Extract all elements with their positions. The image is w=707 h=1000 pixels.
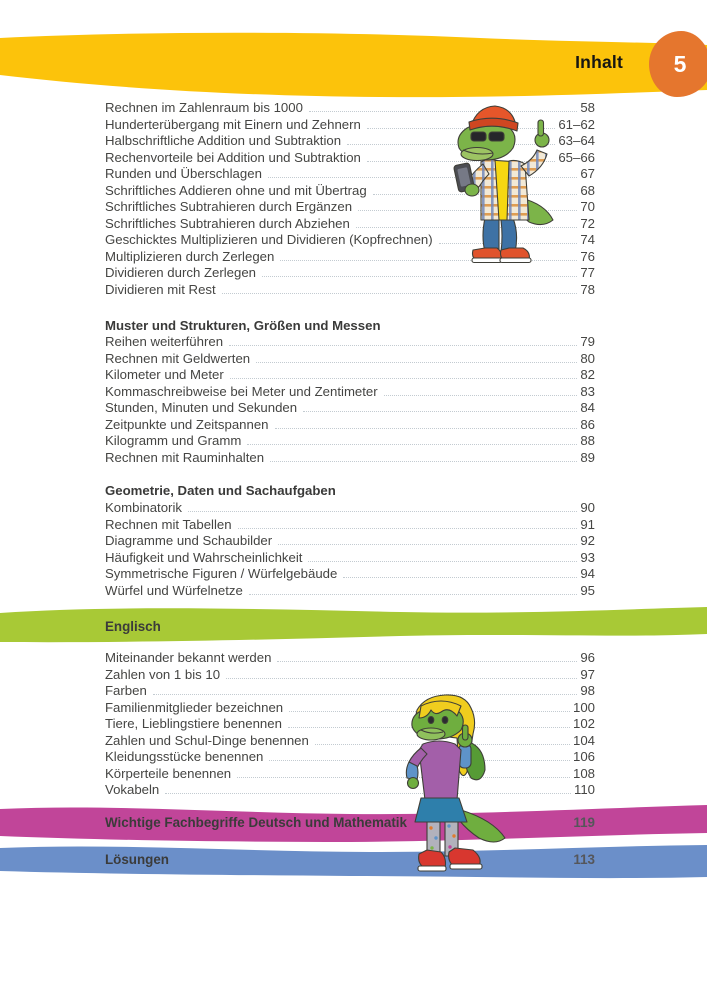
jeans-leg [483,218,499,252]
toc-row [105,367,595,384]
toc-row [105,667,595,684]
toc-entry-label: Halbschriftliche Addition und Subtraktion [105,133,342,149]
dotted-leader [230,378,578,379]
toc-entry-page: 98 [580,683,595,699]
toc-entry-page: 91 [580,516,595,532]
toc-entry-label: Rechnen mit Geldwerten [105,350,251,366]
toc-row [105,265,595,282]
toc-entry-page: 61–62 [558,116,595,132]
toc-entry-label: Kombinatorik [105,500,182,516]
toc-row [105,417,595,434]
hand [465,184,479,196]
dotted-leader [270,461,577,462]
toc-entry-page: 74 [580,232,595,248]
toc-entry-page: 93 [580,549,595,565]
toc-group-geometry-data [105,483,595,599]
hand [408,778,419,789]
english-band-label: Englisch [105,619,161,634]
sneaker-sole [472,258,502,263]
toc-entry-label: Rechnen mit Tabellen [105,516,232,532]
toc-entry-label: Miteinander bekannt werden [105,650,272,665]
dotted-leader [222,293,578,294]
sneaker-sole [500,258,531,263]
loesungen-page: 113 [573,852,595,867]
toc-row [105,384,595,401]
fachbegriffe-page: 119 [573,815,595,830]
toc-entry-label: Kilometer und Meter [105,367,224,383]
toc-entry-page: 67 [580,166,595,182]
toc-entry-page: 58 [580,100,595,115]
toc-entry-page: 108 [572,765,595,781]
toc-entry-page: 110 [573,782,595,798]
sneaker-sole [450,864,482,869]
toc-entry-label: Rechnen im Zahlenraum bis 1000 [105,100,303,115]
dotted-leader [384,395,578,396]
toc-entry-page: 65–66 [558,149,595,165]
toc-entry-page: 90 [580,500,595,516]
toc-entry-label: Schriftliches Subtrahieren durch Abziehen [105,215,350,231]
sunglasses [471,132,486,141]
toc-entry-label: Geschicktes Multiplizieren und Dividieren (Kopfrechnen) [105,232,433,248]
toc-entry-label: Stunden, Minuten und Sekunden [105,400,298,416]
toc-entry-page: 95 [580,582,595,598]
toc-entry-page: 97 [580,666,595,682]
crocodile-boy-group [453,106,553,263]
toc-row [105,351,595,368]
toc-entry-label: Runden und Überschlagen [105,166,262,182]
toc-entry-page: 96 [580,650,595,665]
toc-row [105,433,595,450]
dotted-leader [238,528,578,529]
toc-entry-label: Rechnen mit Rauminhalten [105,449,265,465]
thumb-up [463,725,469,740]
toc-entry-page: 84 [580,400,595,416]
toc-entry-page: 72 [580,215,595,231]
toc-entry-label: Kleidungsstücke benennen [105,749,264,765]
toc-entry-page: 78 [580,282,595,298]
toc-entry-page: 79 [580,334,595,350]
fachbegriffe-label: Wichtige Fachbegriffe Deutsch und Mathematik [105,815,407,830]
toc-entry-page: 70 [580,199,595,215]
toc-entry-label: Tiere, Lieblingstiere benennen [105,716,282,732]
toc-entry-page: 94 [580,566,595,582]
eye [442,717,448,724]
toc-entry-page: 100 [572,699,595,715]
toc-entry-label: Farben [105,683,147,699]
dotted-leader [188,511,577,512]
toc-entry-label: Kilogramm und Gramm [105,433,242,449]
toc-entry-label: Hunderterübergang mit Einern und Zehnern [105,116,361,132]
toc-entry-label: Dividieren durch Zerlegen [105,265,256,281]
toc-entry-label: Häufigkeit und Wahrscheinlichkeit [105,549,303,565]
toc-entry-page: 102 [572,716,595,732]
toc-entry-label: Schriftliches Addieren ohne und mit Übertrag [105,182,367,198]
purple-tshirt [419,741,461,800]
loesungen-label: Lösungen [105,852,169,867]
toc-entry-label: Multiplizieren durch Zerlegen [105,248,275,264]
toc-entry-page: 86 [580,416,595,432]
sunglasses [489,132,504,141]
crocodile-girl-group [406,695,505,871]
toc-entry-page: 76 [580,248,595,264]
page-number-badge [649,31,707,97]
toc-group-patterns-measures [105,318,595,467]
toc-entry-page: 106 [572,749,595,765]
toc-entry-page: 82 [580,367,595,383]
toc-entry-label: Kommaschreibweise bei Meter und Zentimeter [105,383,378,399]
toc-entry-label: Diagramme und Schaubilder [105,533,273,549]
toc-entry-page: 104 [572,732,595,748]
jeans-leg [501,218,517,252]
toc-row [105,400,595,417]
page-title: Inhalt [575,52,623,72]
toc-entry-label: Körperteile benennen [105,765,232,781]
page-number: 5 [673,50,687,77]
toc-row [105,450,595,467]
dotted-leader [275,428,578,429]
dotted-leader [343,577,577,578]
dotted-leader [249,594,578,595]
toc-entry-label: Schriftliches Subtrahieren durch Ergänzen [105,199,353,215]
toc-entry-label: Vokabeln [105,782,160,798]
toc-entry-label: Reihen weiterführen [105,334,224,350]
toc-row [105,282,595,299]
toc-row [105,334,595,351]
toc-entry-page: 68 [580,182,595,198]
dotted-leader [308,561,577,562]
toc-entry-label: Symmetrische Figuren / Würfelgebäude [105,566,338,582]
toc-entry-label: Würfel und Würfelnetze [105,582,243,598]
pointing-finger [538,120,544,136]
toc-entry-page: 83 [580,383,595,399]
toc-row [105,500,595,517]
dotted-leader [278,544,577,545]
toc-entry-page: 89 [580,449,595,465]
toc-entry-page: 63–64 [558,133,595,149]
toc-entry-page: 80 [580,350,595,366]
toc-entry-page: 92 [580,533,595,549]
toc-entry-label: Familienmitglieder bezeichnen [105,699,284,715]
toc-entry-label: Zahlen von 1 bis 10 [105,666,221,682]
dotted-leader [262,276,577,277]
section-heading: Geometrie, Daten und Sachaufgaben [105,483,336,499]
toc-entry-label: Zahlen und Schul-Dinge benennen [105,732,309,748]
toc-row [105,533,595,550]
toc-entry-label: Zeitpunkte und Zeitspannen [105,416,269,432]
toc-row [105,583,595,600]
toc-entry-label: Rechenvorteile bei Addition und Subtraktion [105,149,361,165]
toc-entry-page: 88 [580,433,595,449]
dotted-leader [247,444,577,445]
red-sneaker [419,850,446,868]
dotted-leader [303,411,577,412]
toc-row [105,566,595,583]
eye [428,717,434,724]
toc-row [105,517,595,534]
dotted-leader [226,678,577,679]
denim-skirt [415,798,467,822]
toc-row [105,650,595,667]
sneaker-sole [418,866,446,871]
toc-entry-page: 77 [580,265,595,281]
dotted-leader [256,362,577,363]
dotted-leader [277,661,577,662]
toc-entry-label: Dividieren mit Rest [105,282,216,298]
toc-row [105,550,595,567]
section-heading: Muster und Strukturen, Größen und Messen [105,317,381,333]
crocodile-girl-thumbs-up-illustration [397,692,522,887]
dotted-leader [229,345,577,346]
tail [459,810,505,842]
crocodile-boy-with-phone-illustration [443,102,561,265]
